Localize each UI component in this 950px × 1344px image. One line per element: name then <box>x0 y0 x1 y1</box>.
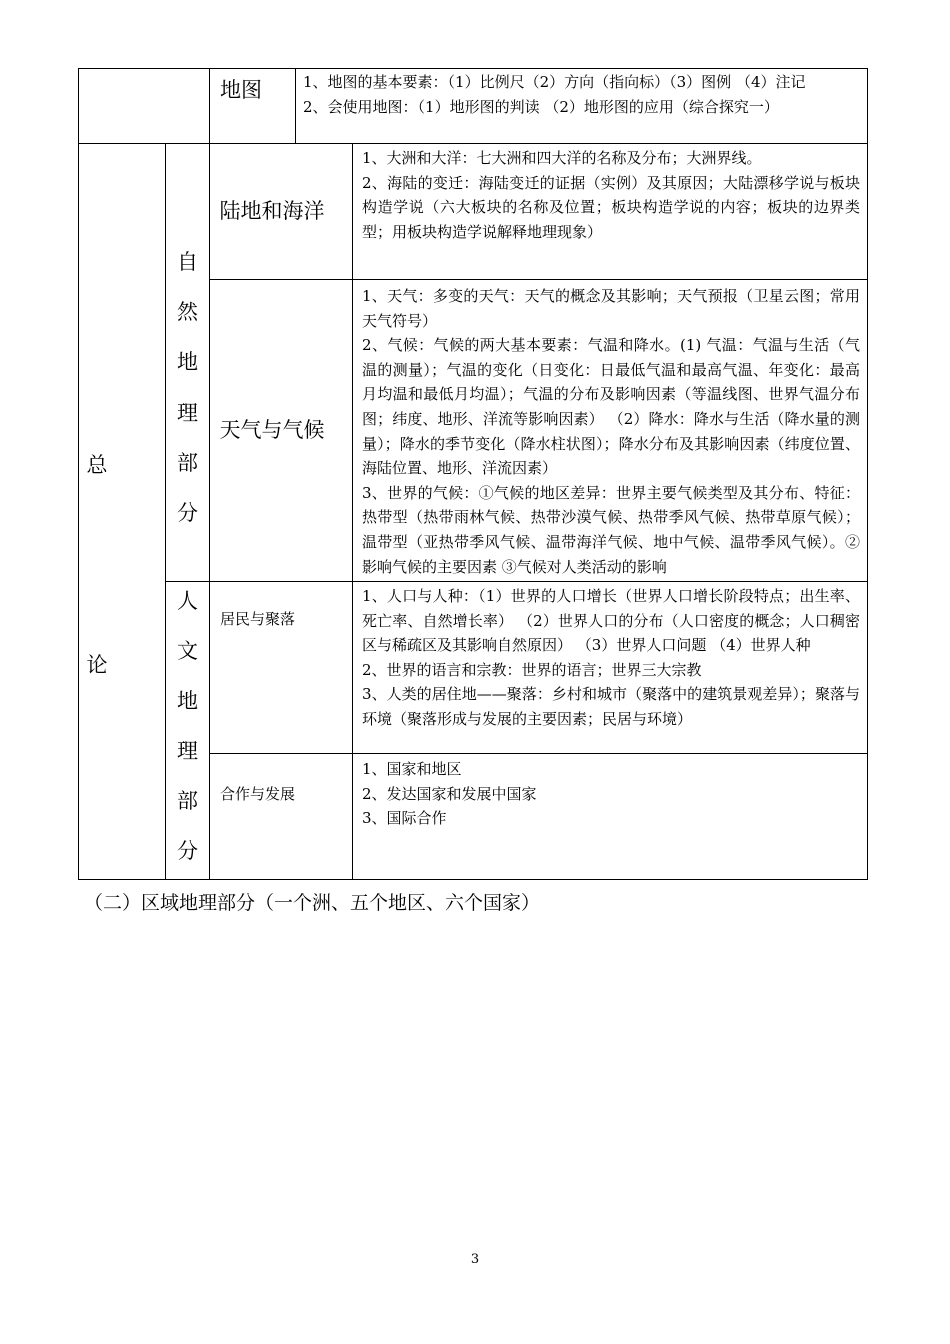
section-subheading: （二）区域地理部分（一个洲、五个地区、六个国家） <box>84 892 541 914</box>
natural-char-4: 理 <box>177 400 198 425</box>
cooperation-content <box>362 757 860 831</box>
section-label-zong: 总 <box>86 452 108 477</box>
natural-char-5: 部 <box>177 450 198 475</box>
cooperation-line-3: 3、国际合作 <box>362 809 447 828</box>
land-sea-content <box>362 146 860 244</box>
weather-climate-label: 天气与气候 <box>219 418 325 442</box>
residents-content <box>362 584 860 732</box>
weather-climate-content <box>362 284 860 579</box>
cooperation-label: 合作与发展 <box>220 784 296 803</box>
human-char-5: 部 <box>177 789 198 813</box>
natural-char-3: 地 <box>177 350 198 375</box>
human-char-4: 理 <box>177 739 198 763</box>
section-label-lun: 论 <box>86 652 108 677</box>
cooperation-line-2: 2、发达国家和发展中国家 <box>362 784 537 803</box>
natural-char-1: 自 <box>177 250 198 274</box>
human-geography-label <box>166 591 209 862</box>
land-sea-label: 陆地和海洋 <box>219 199 325 223</box>
map-line-2: 2、会使用地图：（1）地形图的判读 （2）地形图的应用（综合探究一） <box>303 97 779 116</box>
weather-line-2: 2、气候：气候的两大基本要素：气温和降水。(1) 气温：气温与生活（气温的测量）；气温的变化（日变化：日最低气温和最高气温、年变化：最高月均温和最低月均温）；气温的分布及影响因素（等温线图、世界气温分布图；纬度、地形、洋流等影响因素） （2）降水：降水与生活（降水量的测量）；降水的季节变化（降水柱状图）；降水分布及其影响因素（纬度位置、海陆位置、地形、洋流因素） <box>362 336 860 478</box>
natural-char-6: 分 <box>177 500 198 525</box>
residents-line-3: 3、人类的居住地——聚落：乡村和城市（聚落中的建筑景观差异）；聚落与环境（聚落形成与发展的主要因素；民居与环境） <box>362 685 860 728</box>
map-label: 地图 <box>220 77 262 102</box>
natural-char-2: 然 <box>177 300 198 325</box>
cooperation-line-1: 1、国家和地区 <box>362 760 462 778</box>
map-line-1: 1、地图的基本要素：（1）比例尺（2）方向（指向标）（3）图例 （4）注记 <box>303 73 806 91</box>
residents-line-2: 2、世界的语言和宗教：世界的语言；世界三大宗教 <box>362 660 702 679</box>
weather-line-3: 3、世界的气候：①气候的地区差异：世界主要气候类型及其分布、特征：热带型（热带雨林气候、热带沙漠气候、热带季风气候、热带草原气候）；温带型（亚热带季风气候、温带海洋气候、地中气候、温带季风气候）。②影响气候的主要因素 ③气候对人类活动的影响 <box>362 483 860 576</box>
land-sea-line-2: 2、海陆的变迁：海陆变迁的证据（实例）及其原因；大陆漂移学说与板块构造学说（六大板块的名称及位置；板块构造学说的内容；板块的边界类型；用板块构造学说解释地理现象） <box>362 173 860 241</box>
human-char-6: 分 <box>177 839 198 863</box>
page-number: 3 <box>470 1252 480 1267</box>
residents-line-1: 1、人口与人种：（1）世界的人口增长（世界人口增长阶段特点；出生率、死亡率、自然增长率） （2）世界人口的分布（人口密度的概念；人口稠密区与稀疏区及其影响自然原因） （3）世界人口问题 （4）世界人种 <box>362 587 860 655</box>
human-char-1: 人 <box>177 589 198 613</box>
weather-line-1: 1、天气：多变的天气：天气的概念及其影响；天气预报（卫星云图；常用天气符号） <box>362 287 860 330</box>
residents-label: 居民与聚落 <box>220 609 296 628</box>
human-char-2: 文 <box>177 639 198 663</box>
map-content <box>303 70 861 119</box>
natural-geography-label <box>166 252 209 524</box>
land-sea-line-1: 1、大洲和大洋：七大洲和四大洋的名称及分布；大洲界线。 <box>362 149 762 167</box>
human-char-3: 地 <box>177 689 198 713</box>
